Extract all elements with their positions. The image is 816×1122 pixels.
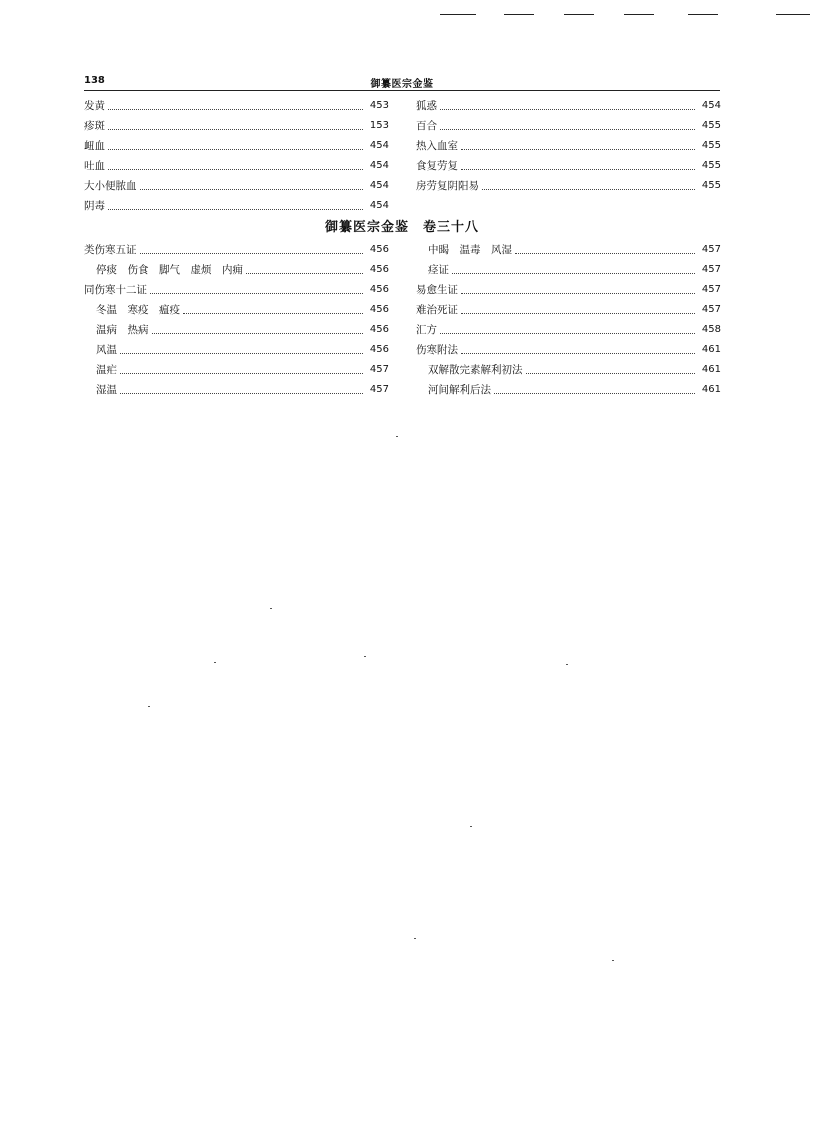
toc-entry-page: 456 <box>369 284 389 295</box>
toc-leader-dots <box>440 128 695 130</box>
toc-leader-dots <box>482 188 695 190</box>
toc-entry <box>84 176 389 196</box>
toc-leader-dots <box>494 392 695 394</box>
toc-entry-title: 痉证 <box>428 264 449 276</box>
toc-entry-title: 狐惑 <box>416 100 437 112</box>
toc-leader-dots <box>461 352 695 354</box>
toc-entry-title: 停痰 伤食 脚气 虚烦 内痈 <box>96 264 243 276</box>
toc-entry <box>416 116 721 136</box>
toc-entry-title: 百合 <box>416 120 437 132</box>
toc-leader-dots <box>515 252 695 254</box>
toc-entry-page: 456 <box>369 244 389 255</box>
toc-leader-dots <box>120 392 363 394</box>
toc-entry-title: 类伤寒五证 <box>84 244 137 256</box>
toc-entry-page: 456 <box>369 344 389 355</box>
toc-entry <box>84 300 389 320</box>
toc-entry-page: 456 <box>369 304 389 315</box>
toc-leader-dots <box>108 208 363 210</box>
scan-speck <box>396 436 398 437</box>
toc-leader-dots <box>120 372 363 374</box>
toc-entry-page: 461 <box>701 344 721 355</box>
toc-leader-dots <box>461 312 695 314</box>
toc-entry <box>84 360 389 380</box>
toc-entry-title: 同伤寒十二证 <box>84 284 147 296</box>
toc-entry <box>84 320 389 340</box>
toc-entry-title: 食复劳复 <box>416 160 458 172</box>
scan-speck <box>364 656 366 657</box>
toc-entry-page: 455 <box>701 180 721 191</box>
toc-entry-title: 发黄 <box>84 100 105 112</box>
toc-entry-page: 456 <box>369 264 389 275</box>
toc-entry-title: 温病 热病 <box>96 324 149 336</box>
toc-entry-page: 453 <box>369 100 389 111</box>
toc-entry <box>416 156 721 176</box>
toc-entry <box>416 320 721 340</box>
scan-speck <box>566 664 568 665</box>
toc-entry <box>416 380 721 400</box>
toc-leader-dots <box>461 148 695 150</box>
toc-entry-title: 阴毒 <box>84 200 105 212</box>
toc-leader-dots <box>120 352 363 354</box>
toc-entry-page: 454 <box>701 100 721 111</box>
toc-leader-dots <box>152 332 364 334</box>
toc-entry <box>416 360 721 380</box>
toc-leader-dots <box>246 272 363 274</box>
toc-entry <box>416 176 721 196</box>
toc-entry-title: 疹斑 <box>84 120 105 132</box>
scan-speck <box>148 706 150 707</box>
toc-entry-title: 冬温 寒疫 瘟疫 <box>96 304 180 316</box>
toc-entry-page: 457 <box>701 304 721 315</box>
toc-entry-title: 双解散完素解利初法 <box>428 364 523 376</box>
running-title: 御纂医宗金鉴 <box>370 79 434 90</box>
toc-entry-title: 大小便脓血 <box>84 180 137 192</box>
scan-speck <box>414 938 416 939</box>
toc-entry <box>416 260 721 280</box>
toc-entry-page: 457 <box>701 264 721 275</box>
toc-leader-dots <box>108 148 363 150</box>
toc-entry <box>416 340 721 360</box>
toc-entry <box>84 280 389 300</box>
toc-column-top-right <box>416 96 721 196</box>
scan-speck <box>270 608 272 609</box>
toc-entry-title: 易愈生证 <box>416 284 458 296</box>
toc-entry <box>84 196 389 216</box>
toc-leader-dots <box>108 108 363 110</box>
toc-entry-page: 153 <box>369 120 389 131</box>
toc-entry-title: 中暍 温毒 风湿 <box>428 244 512 256</box>
toc-entry-title: 吐血 <box>84 160 105 172</box>
toc-leader-dots <box>440 108 695 110</box>
toc-entry-page: 455 <box>701 140 721 151</box>
toc-leader-dots <box>108 168 363 170</box>
toc-entry-title: 伤寒附法 <box>416 344 458 356</box>
toc-entry-title: 风温 <box>96 344 117 356</box>
toc-leader-dots <box>140 188 364 190</box>
toc-column-bottom-left <box>84 240 389 400</box>
toc-entry-title: 衄血 <box>84 140 105 152</box>
toc-entry-page: 457 <box>369 384 389 395</box>
toc-entry-title: 汇方 <box>416 324 437 336</box>
toc-entry-page: 454 <box>369 140 389 151</box>
toc-entry <box>416 300 721 320</box>
toc-column-top-left <box>84 96 389 216</box>
toc-entry <box>84 156 389 176</box>
toc-entry <box>84 340 389 360</box>
toc-entry-page: 454 <box>369 180 389 191</box>
toc-entry-title: 难治死证 <box>416 304 458 316</box>
scan-speck <box>470 826 472 827</box>
toc-entry <box>416 136 721 156</box>
toc-entry-title: 温疟 <box>96 364 117 376</box>
toc-entry-page: 461 <box>701 364 721 375</box>
scan-speck <box>214 662 216 663</box>
toc-column-bottom-right <box>416 240 721 400</box>
toc-entry-page: 458 <box>701 324 721 335</box>
toc-entry-page: 457 <box>701 284 721 295</box>
toc-entry <box>84 116 389 136</box>
toc-entry-title: 湿温 <box>96 384 117 396</box>
toc-leader-dots <box>461 292 695 294</box>
toc-entry <box>84 260 389 280</box>
page-number: 138 <box>84 75 105 86</box>
toc-entry <box>416 96 721 116</box>
toc-leader-dots <box>526 372 696 374</box>
toc-entry-page: 457 <box>701 244 721 255</box>
toc-leader-dots <box>140 252 364 254</box>
toc-entry <box>416 240 721 260</box>
toc-leader-dots <box>108 128 363 130</box>
header-rule <box>84 90 720 91</box>
toc-entry <box>84 380 389 400</box>
toc-entry <box>84 136 389 156</box>
toc-leader-dots <box>183 312 363 314</box>
section-heading: 御纂医宗金鉴 卷三十八 <box>324 220 479 235</box>
toc-entry-title: 热入血室 <box>416 140 458 152</box>
toc-leader-dots <box>440 332 695 334</box>
toc-leader-dots <box>461 168 695 170</box>
toc-entry-page: 457 <box>369 364 389 375</box>
toc-entry-page: 461 <box>701 384 721 395</box>
toc-entry <box>84 96 389 116</box>
scan-speck <box>612 960 614 961</box>
toc-entry-title: 河间解利后法 <box>428 384 491 396</box>
toc-entry-page: 454 <box>369 200 389 211</box>
toc-entry <box>84 240 389 260</box>
toc-leader-dots <box>150 292 363 294</box>
toc-entry-page: 456 <box>369 324 389 335</box>
toc-entry-page: 454 <box>369 160 389 171</box>
toc-leader-dots <box>452 272 695 274</box>
page-header <box>84 75 720 91</box>
toc-entry-title: 房劳复阴阳易 <box>416 180 479 192</box>
toc-entry <box>416 280 721 300</box>
toc-entry-page: 455 <box>701 120 721 131</box>
toc-entry-page: 455 <box>701 160 721 171</box>
header-dash-marks <box>440 14 816 16</box>
